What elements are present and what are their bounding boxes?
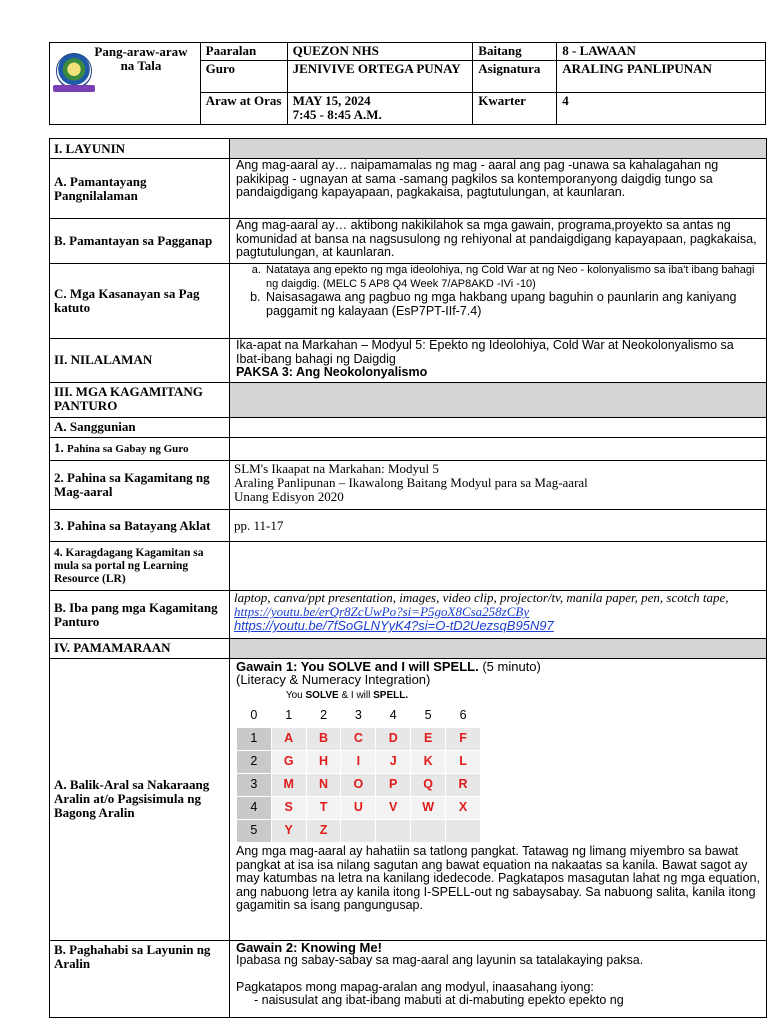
header-title-cell <box>50 43 201 125</box>
grid-letter-cell: V <box>376 797 411 820</box>
seal-ribbon <box>53 85 95 92</box>
teacher-value: JENIVIVE ORTEGA PUNAY <box>287 61 473 93</box>
gawain1-heading <box>236 660 760 674</box>
grid-letter-cell: L <box>446 751 481 774</box>
edisyon-line: Unang Edisyon 2020 <box>234 488 344 504</box>
doc-title: Pang-araw-araw na Tala <box>94 44 188 73</box>
kagamitan-magaaral-label: 2. Pahina sa Kagamitang ng Mag-aaral <box>50 460 230 510</box>
balik-aral-cell <box>230 658 767 940</box>
sanggunian-empty <box>230 417 767 437</box>
date-cell <box>287 93 473 125</box>
kasanayan-label: C. Mga Kasanayan sa Pag katuto <box>50 264 230 339</box>
grid-letter-cell: I <box>341 751 376 774</box>
letter-grid <box>236 689 481 844</box>
school-label: Paaralan <box>200 43 287 61</box>
grid-letter-cell: W <box>411 797 446 820</box>
header-table <box>49 42 766 125</box>
sanggunian-label: A. Sanggunian <box>50 417 230 437</box>
grid-col-header: 4 <box>376 705 411 728</box>
letter-grid-caption <box>272 689 422 703</box>
kagamitan-heading: III. MGA KAGAMITANG PANTURO <box>50 382 230 417</box>
pamantayan-pagganap-label: B. Pamantayan sa Pagganap <box>50 219 230 264</box>
gawain1-description: Ang mga mag-aaral ay hahatiin sa tatlong pangkat. Tatawag ng limang miyembro sa bawat pangkat at isa isa nilang sagutan ang bawat equation na nakaatas sa kanila. Bawat sagot ay may katumbas na letra na kanilang idedecode. Pagkatapos masagutan lahat ng mga equation, ang nabuong letra ay kanila itong I-SPELL-out ng sabaysabay. Sa nabuong salita, kanila itong gagamitin sa isang pangungusap. <box>236 844 760 913</box>
grid-letter-cell <box>411 820 446 843</box>
grid-row-header: 4 <box>237 797 272 820</box>
grid-row-header: 3 <box>237 774 272 797</box>
grid-letter-cell <box>446 820 481 843</box>
gawain1-title: Gawain 1: You SOLVE and I will SPELL. <box>236 658 479 674</box>
karagdagang-label: 4. Karagdagang Kagamitan sa mula sa portal ng Learning Resource (LR) <box>50 541 230 591</box>
gawain2-title: Gawain 2: Knowing Me! <box>236 939 382 955</box>
batayang-aklat-label: 3. Pahina sa Batayang Aklat <box>50 510 230 542</box>
date-value: MAY 15, 2024 <box>292 93 371 108</box>
caption-mid: & I will <box>338 689 374 701</box>
subject-label: Asignatura <box>473 61 557 93</box>
gawain2-line1: Ipabasa ng sabay-sabay sa mag-aaral ang layunin sa tatalakaying paksa. <box>236 953 644 968</box>
balik-aral-label: A. Balik-Aral sa Nakaraang Aralin at/o Pagsisimula ng Bagong Aralin <box>50 658 230 940</box>
grade-label: Baitang <box>473 43 557 61</box>
grid-letter-cell: G <box>271 751 306 774</box>
grid-col-header: 0 <box>237 705 272 728</box>
grid-letter-cell: B <box>306 728 341 751</box>
grid-letter-cell: N <box>306 774 341 797</box>
pamantayan-pagganap-text: Ang mag-aaral ay… aktibong nakikilahok sa mga gawain, programa,proyekto sa antas ng komunidad at bansa na nagsusulong ng rehiyonal at pandaigdigang kapayapaan, pagkakaisa, pagtutulungan, at kaunlaran. <box>230 219 767 264</box>
grid-letter-cell: P <box>376 774 411 797</box>
subject-value: ARALING PANLIPUNAN <box>557 61 766 93</box>
grid-letter-cell: Z <box>306 820 341 843</box>
slm-line: SLM's Ikaapat na Markahan: Modyul 5 <box>234 460 439 476</box>
grid-col-header: 3 <box>341 705 376 728</box>
iba-kagamitan-label: B. Iba pang mga Kagamitang Panturo <box>50 591 230 638</box>
quarter-label: Kwarter <box>473 93 557 125</box>
grid-letter-cell: A <box>271 728 306 751</box>
time-value: 7:45 - 8:45 A.M. <box>292 107 382 122</box>
nilalaman-label: II. NILALAMAN <box>50 339 230 383</box>
grid-col-header: 2 <box>306 705 341 728</box>
grid-letter-cell: S <box>271 797 306 820</box>
pamamaraan-heading: IV. PAMAMARAAN <box>50 638 230 658</box>
iba-kagamitan-text: laptop, canva/ppt presentation, images, video clip, projector/tv, manila paper, pen, scotch tape, <box>234 590 729 606</box>
modyul-line: Araling Panlipunan – Ikawalong Baitang Modyul para sa Mag-aaral <box>234 474 588 490</box>
grid-row-header: 5 <box>237 820 272 843</box>
grid-letter-cell: J <box>376 751 411 774</box>
paghahabi-cell <box>230 940 767 1017</box>
gabay-num: 1. <box>54 440 64 456</box>
grid-row-header: 2 <box>237 751 272 774</box>
kasanayan-list <box>236 264 760 318</box>
kasanayan-cell <box>230 264 767 339</box>
kagamitan-shade <box>230 382 767 417</box>
grid-letter-cell: T <box>306 797 341 820</box>
grid-letter-cell: C <box>341 728 376 751</box>
grid-col-header: 6 <box>446 705 481 728</box>
gawain2-line3: - naisusulat ang ibat-ibang mabuti at di-mabuting epekto epekto ng <box>254 993 624 1008</box>
iba-kagamitan-cell <box>230 591 767 638</box>
grid-col-header: 1 <box>271 705 306 728</box>
layunin-heading: I. LAYUNIN <box>50 139 230 159</box>
kagamitan-magaaral-cell <box>230 460 767 510</box>
school-value: QUEZON NHS <box>287 43 473 61</box>
grid-letter-cell: U <box>341 797 376 820</box>
grid-letter-cell: M <box>271 774 306 797</box>
grid-letter-cell: Y <box>271 820 306 843</box>
youtube-link-1[interactable]: https://youtu.be/erQr8ZcUwPo?si=P5goX8Csa258zCBy <box>234 604 530 620</box>
kasanayan-item: b. Naisasagawa ang pagbuo ng mga hakbang upang baguhin o paunlarin ang kaniyang paggamit ng kalayaan (EsP7PT-IIf-7.4) <box>264 291 760 318</box>
grid-letter-cell: X <box>446 797 481 820</box>
lesson-plan-table <box>49 138 767 1018</box>
quarter-value: 4 <box>557 93 766 125</box>
pamamaraan-shade <box>230 638 767 658</box>
gawain2-line2: Pagkatapos mong mapag-aralan ang modyul, inaasahang iyong: <box>236 979 594 994</box>
gawain1-time: (5 minuto) <box>482 658 541 674</box>
caption-pre: You <box>285 689 306 701</box>
grid-letter-cell <box>376 820 411 843</box>
grid-letter-cell: D <box>376 728 411 751</box>
date-label: Araw at Oras <box>200 93 287 125</box>
karagdagang-empty <box>230 541 767 591</box>
grid-letter-cell: F <box>446 728 481 751</box>
grid-letter-cell <box>341 820 376 843</box>
grid-letter-cell: O <box>341 774 376 797</box>
pamantayang-pangnilalaman-label: A. Pamantayang Pangnilalaman <box>50 159 230 219</box>
teacher-label: Guro <box>200 61 287 93</box>
grid-letter-cell: R <box>446 774 481 797</box>
grid-letter-cell: K <box>411 751 446 774</box>
grid-row-header: 1 <box>237 728 272 751</box>
paghahabi-label: B. Paghahabi sa Layunin ng Aralin <box>50 940 230 1017</box>
nilalaman-text: Ika-apat na Markahan – Modyul 5: Epekto ng Ideolohiya, Cold War at Neokolonyalismo sa Ibat-ibang bahagi ng Daigdig <box>236 338 734 366</box>
kasanayan-item: a. Natataya ang epekto ng mga ideolohiya, ng Cold War at ng Neo - kolonyalismo sa iba't ibang bahagi ng daigdig. (MELC 5 AP8 Q4 Week 7/AP8AKD -IVi -10) <box>264 264 760 291</box>
layunin-shade <box>230 139 767 159</box>
batayang-aklat-text: pp. 11-17 <box>230 510 767 542</box>
youtube-link-2[interactable]: https://youtu.be/7fSoGLNYyK4?si=O-tD2UezsqB95N97 <box>234 618 554 634</box>
caption-solve: SOLVE <box>305 689 339 701</box>
paksa-text: PAKSA 3: Ang Neokolonyalismo <box>236 365 428 380</box>
gawain1-sub: (Literacy & Numeracy Integration) <box>236 672 431 688</box>
grid-col-header: 5 <box>411 705 446 728</box>
grade-value: 8 - LAWAAN <box>557 43 766 61</box>
letter-grid-table <box>236 704 481 843</box>
gabay-label-cell <box>50 437 230 460</box>
gabay-label: Pahina sa Gabay ng Guro <box>67 443 189 456</box>
grid-letter-cell: H <box>306 751 341 774</box>
gabay-empty <box>230 437 767 460</box>
caption-spell: SPELL. <box>373 689 409 701</box>
pamantayang-pangnilalaman-text: Ang mag-aaral ay… naipamamalas ng mag - aaral ang pag -unawa sa kahalagahan ng pakikipag - ugnayan at sama -samang pagkilos sa kontemporanyong daigdig tungo sa pandaigdigang kapayapaan, pagkakaisa, pagtutulungan, at kaunlaran. <box>230 159 767 219</box>
grid-letter-cell: Q <box>411 774 446 797</box>
grid-letter-cell: E <box>411 728 446 751</box>
nilalaman-cell <box>230 339 767 383</box>
